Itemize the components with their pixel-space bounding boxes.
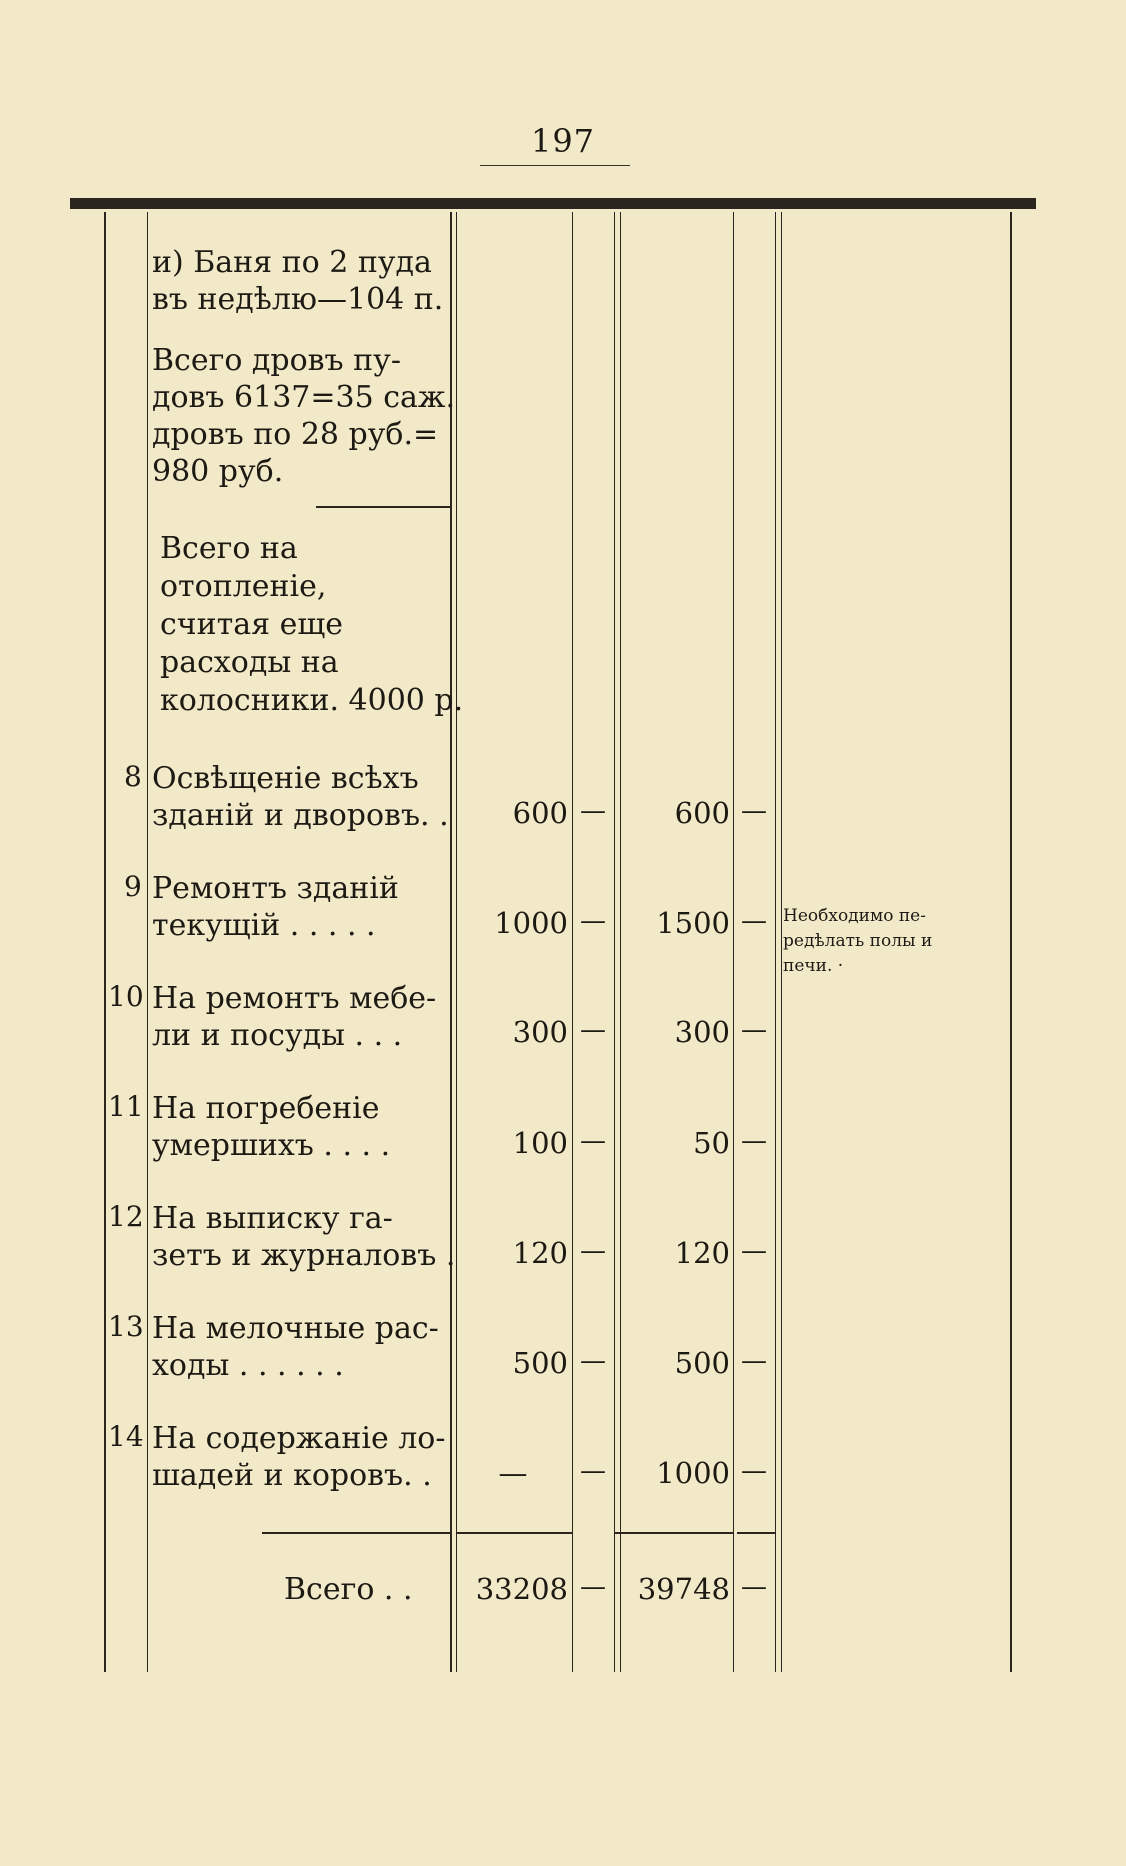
total-dash-a: — xyxy=(580,1572,606,1602)
total-dash-b: — xyxy=(741,1572,767,1602)
row-value-b: 120 xyxy=(674,1236,730,1270)
column-line xyxy=(1010,212,1012,1672)
row-dash-a: — xyxy=(580,1015,606,1045)
row-dash-b: — xyxy=(741,1236,767,1266)
row-dash-a: — xyxy=(580,1126,606,1156)
column-line xyxy=(620,212,621,1672)
column-line xyxy=(614,212,615,1672)
row-dash-b: — xyxy=(741,906,767,936)
column-line xyxy=(104,212,106,1672)
row-value-a: 500 xyxy=(512,1346,568,1380)
row-value-b: 50 xyxy=(693,1126,730,1160)
row-dash-a: — xyxy=(580,1236,606,1266)
row-dash-b: — xyxy=(741,1015,767,1045)
row-number: 10 xyxy=(108,980,144,1013)
row-description: Освѣщеніе всѣхъ зданій и дворовъ. . xyxy=(152,761,449,833)
total-rule xyxy=(737,1532,776,1534)
total-rule xyxy=(262,1532,451,1534)
row-value-a: 1000 xyxy=(494,906,568,940)
row-number: 12 xyxy=(108,1200,144,1233)
row-dash-a: — xyxy=(580,796,606,826)
total-label: Всего . . xyxy=(284,1572,413,1607)
row-number: 13 xyxy=(108,1310,144,1343)
row-number: 8 xyxy=(124,760,142,793)
heating-total-entry: Всего на отопленіе, считая еще расходы на колосники. 4000 р. xyxy=(160,531,464,718)
column-line xyxy=(147,212,148,1672)
row-value-a: 120 xyxy=(512,1236,568,1270)
row-description: На выписку га- зетъ и журналовъ . xyxy=(152,1201,456,1273)
column-line xyxy=(572,212,573,1672)
row-value-b: 600 xyxy=(674,796,730,830)
row-value-b: 1000 xyxy=(656,1456,730,1490)
total-rule xyxy=(456,1532,573,1534)
row-value-a: 100 xyxy=(512,1126,568,1160)
row-value-b: 300 xyxy=(674,1015,730,1049)
row-value-b: 1500 xyxy=(656,906,730,940)
total-value-a: 33208 xyxy=(475,1572,568,1606)
row-dash-a: — xyxy=(580,906,606,936)
row-value-a: — xyxy=(498,1456,528,1490)
table-top-rule xyxy=(70,198,1036,209)
column-line xyxy=(733,212,734,1672)
row-value-b: 500 xyxy=(674,1346,730,1380)
row-dash-a: — xyxy=(580,1456,606,1486)
row-dash-b: — xyxy=(741,1456,767,1486)
row-value-a: 600 xyxy=(512,796,568,830)
section-rule xyxy=(316,506,450,508)
row-dash-b: — xyxy=(741,1126,767,1156)
column-line xyxy=(775,212,776,1672)
row-dash-a: — xyxy=(580,1346,606,1376)
row-value-a: 300 xyxy=(512,1015,568,1049)
remark-note: Необходимо пе- редѣлать полы и печи. · xyxy=(783,906,933,976)
row-dash-b: — xyxy=(741,1346,767,1376)
total-value-b: 39748 xyxy=(637,1572,730,1606)
page-number: 197 xyxy=(530,122,596,160)
row-number: 11 xyxy=(108,1090,144,1123)
row-description: На мелочные рас- ходы . . . . . . xyxy=(152,1311,439,1383)
wood-total-entry: Всего дровъ пу- довъ 6137=35 саж. дровъ по 28 руб.= 980 руб. xyxy=(152,343,456,489)
row-description: Ремонтъ зданій текущій . . . . . xyxy=(152,871,399,943)
row-description: На погребеніе умершихъ . . . . xyxy=(152,1091,391,1163)
row-dash-b: — xyxy=(741,796,767,826)
row-number: 9 xyxy=(124,870,142,903)
row-description: На содержаніе ло- шадей и коровъ. . xyxy=(152,1421,446,1493)
row-number: 14 xyxy=(108,1420,144,1453)
column-line xyxy=(456,212,457,1672)
page-number-rule xyxy=(480,165,630,166)
column-line xyxy=(781,212,782,1672)
banya-entry: и) Баня по 2 пуда въ недѣлю—104 п. xyxy=(152,245,444,317)
total-rule xyxy=(614,1532,734,1534)
row-description: На ремонтъ мебе- ли и посуды . . . xyxy=(152,981,437,1053)
